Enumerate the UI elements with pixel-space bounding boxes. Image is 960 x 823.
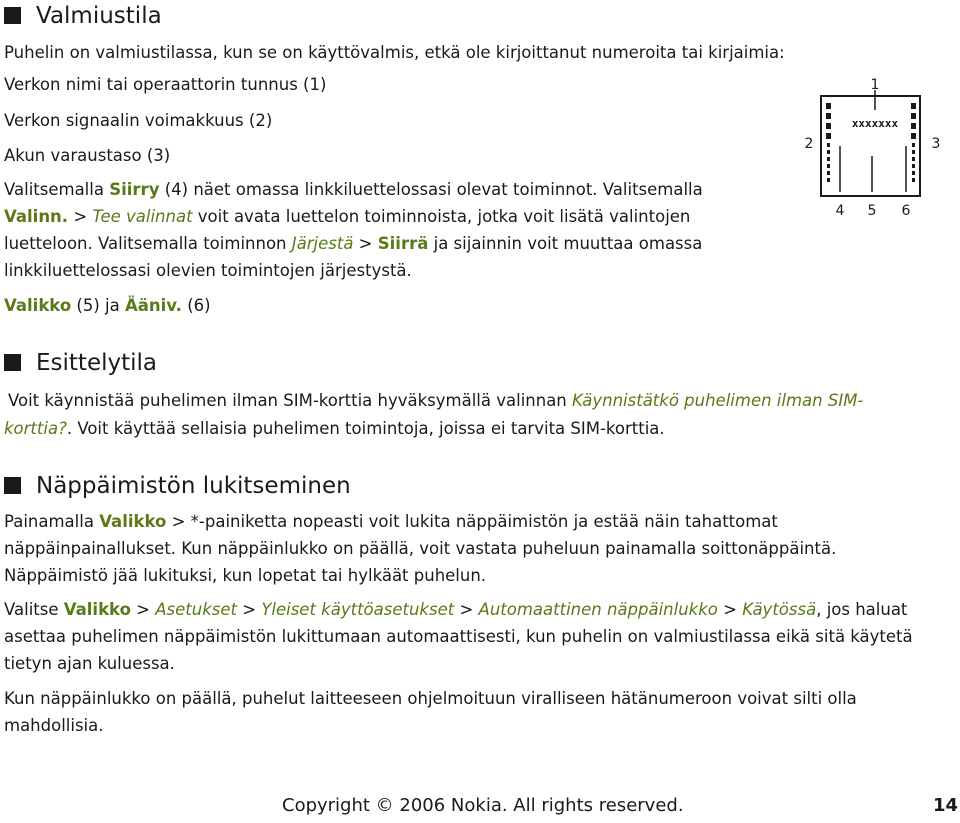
heading-square-icon: [4, 7, 21, 24]
keylock-p2-line-2: asettaa puhelimen näppäimistön lukittumaan automaattisesti, kun puhelin on valmiustilassa eikä sitä käytetä: [4, 627, 913, 646]
demo-line-2: korttia?. Voit käyttää sellaisia puhelimen toimintoja, joissa ei tarvita SIM-korttia.: [4, 419, 665, 438]
keylock-p2-line-3: tietyn ajan kuluessa.: [4, 654, 175, 673]
battery-level-bars: [911, 103, 916, 182]
sim-option-text: Käynnistätkö puhelimen ilman SIM-: [572, 391, 864, 410]
operator-name-placeholder: xxxxxxx: [851, 117, 899, 130]
standby-line-4: Akun varaustaso (3): [4, 146, 171, 165]
footer-copyright: Copyright © 2006 Nokia. All rights reserved.: [282, 795, 684, 816]
sim-option-text-cont: korttia?: [4, 419, 67, 438]
standby-p1-line-1: Valitsemalla Siirry (4) näet omassa linkkiluettelossasi olevat toiminnot. Valitsemalla: [4, 180, 703, 199]
heading-standby: Valmiustila: [4, 2, 162, 30]
valikko-softkey: Valikko: [99, 512, 167, 531]
heading-demo: Esittelytila: [4, 349, 157, 377]
valikko-softkey: Valikko: [4, 296, 72, 315]
automaattinen-option: Automaattinen näppäinlukko: [478, 600, 718, 619]
callout-number-4: 4: [835, 203, 845, 219]
siirry-softkey: Siirry: [109, 180, 160, 199]
callout-number-5: 5: [867, 203, 877, 219]
heading-square-icon: [4, 477, 21, 494]
keylock-p2-line-1: Valitse Valikko > Asetukset > Yleiset käyttöasetukset > Automaattinen näppäinlukko > Käytössä, jos haluat: [4, 600, 908, 619]
heading-square-icon: [4, 354, 21, 371]
standby-line-1: Puhelin on valmiustilassa, kun se on käyttövalmis, etkä ole kirjoittanut numeroita tai kirjaimia:: [4, 43, 785, 62]
siirra-softkey: Siirrä: [377, 234, 429, 253]
standby-line-2: Verkon nimi tai operaattorin tunnus (1): [4, 75, 327, 94]
keylock-p1-line-1: Painamalla Valikko > *-painiketta nopeasti voit lukita näppäimistön ja estää näin tahattomat: [4, 512, 778, 531]
standby-line-3: Verkon signaalin voimakkuus (2): [4, 111, 273, 130]
keylock-p1-line-2: näppäinpainallukset. Kun näppäinlukko on päällä, voit vastata puheluun painamalla soittonäppäintä.: [4, 539, 837, 558]
display-frame: [821, 96, 920, 196]
standby-softkeys-line: Valikko (5) ja Ääniv. (6): [4, 296, 211, 315]
standby-display-diagram: [800, 76, 950, 221]
callout-number-2: 2: [804, 136, 814, 152]
callout-number-3: 3: [931, 136, 941, 152]
yleiset-option: Yleiset käyttöasetukset: [261, 600, 455, 619]
page-number: 14: [932, 795, 958, 816]
asetukset-option: Asetukset: [155, 600, 237, 619]
callout-number-6: 6: [901, 203, 911, 219]
demo-line-1: Voit käynnistää puhelimen ilman SIM-korttia hyväksymällä valinnan Käynnistätkö puhelimen ilman SIM-: [8, 391, 864, 410]
standby-p1-line-2: Valinn. > Tee valinnat voit avata luettelon toiminnoista, jotka voit lisätä valintojen: [4, 207, 691, 226]
valikko-softkey: Valikko: [63, 600, 131, 619]
signal-strength-bars: [826, 103, 831, 182]
keylock-p3-line-2: mahdollisia.: [4, 716, 104, 735]
aaniv-softkey: Ääniv.: [124, 296, 182, 315]
standby-p1-line-4: linkkiluettelossasi olevien toimintojen järjestystä.: [4, 261, 412, 280]
jarjesta-option: Järjestä: [291, 234, 354, 253]
callout-number-1: 1: [870, 77, 880, 93]
valinn-softkey: Valinn.: [4, 207, 69, 226]
keylock-p3-line-1: Kun näppäinlukko on päällä, puhelut laitteeseen ohjelmoituun viralliseen hätänumeroon voivat silti olla: [4, 689, 857, 708]
kaytossa-option: Käytössä: [742, 600, 817, 619]
tee-valinnat-option: Tee valinnat: [92, 207, 193, 226]
heading-keylock: Näppäimistön lukitseminen: [4, 472, 351, 500]
standby-p1-line-3: luetteloon. Valitsemalla toiminnon Järjestä > Siirrä ja sijainnin voit muuttaa omassa: [4, 234, 703, 253]
keylock-p1-line-3: Näppäimistö jää lukituksi, kun lopetat tai hylkäät puhelun.: [4, 566, 487, 585]
